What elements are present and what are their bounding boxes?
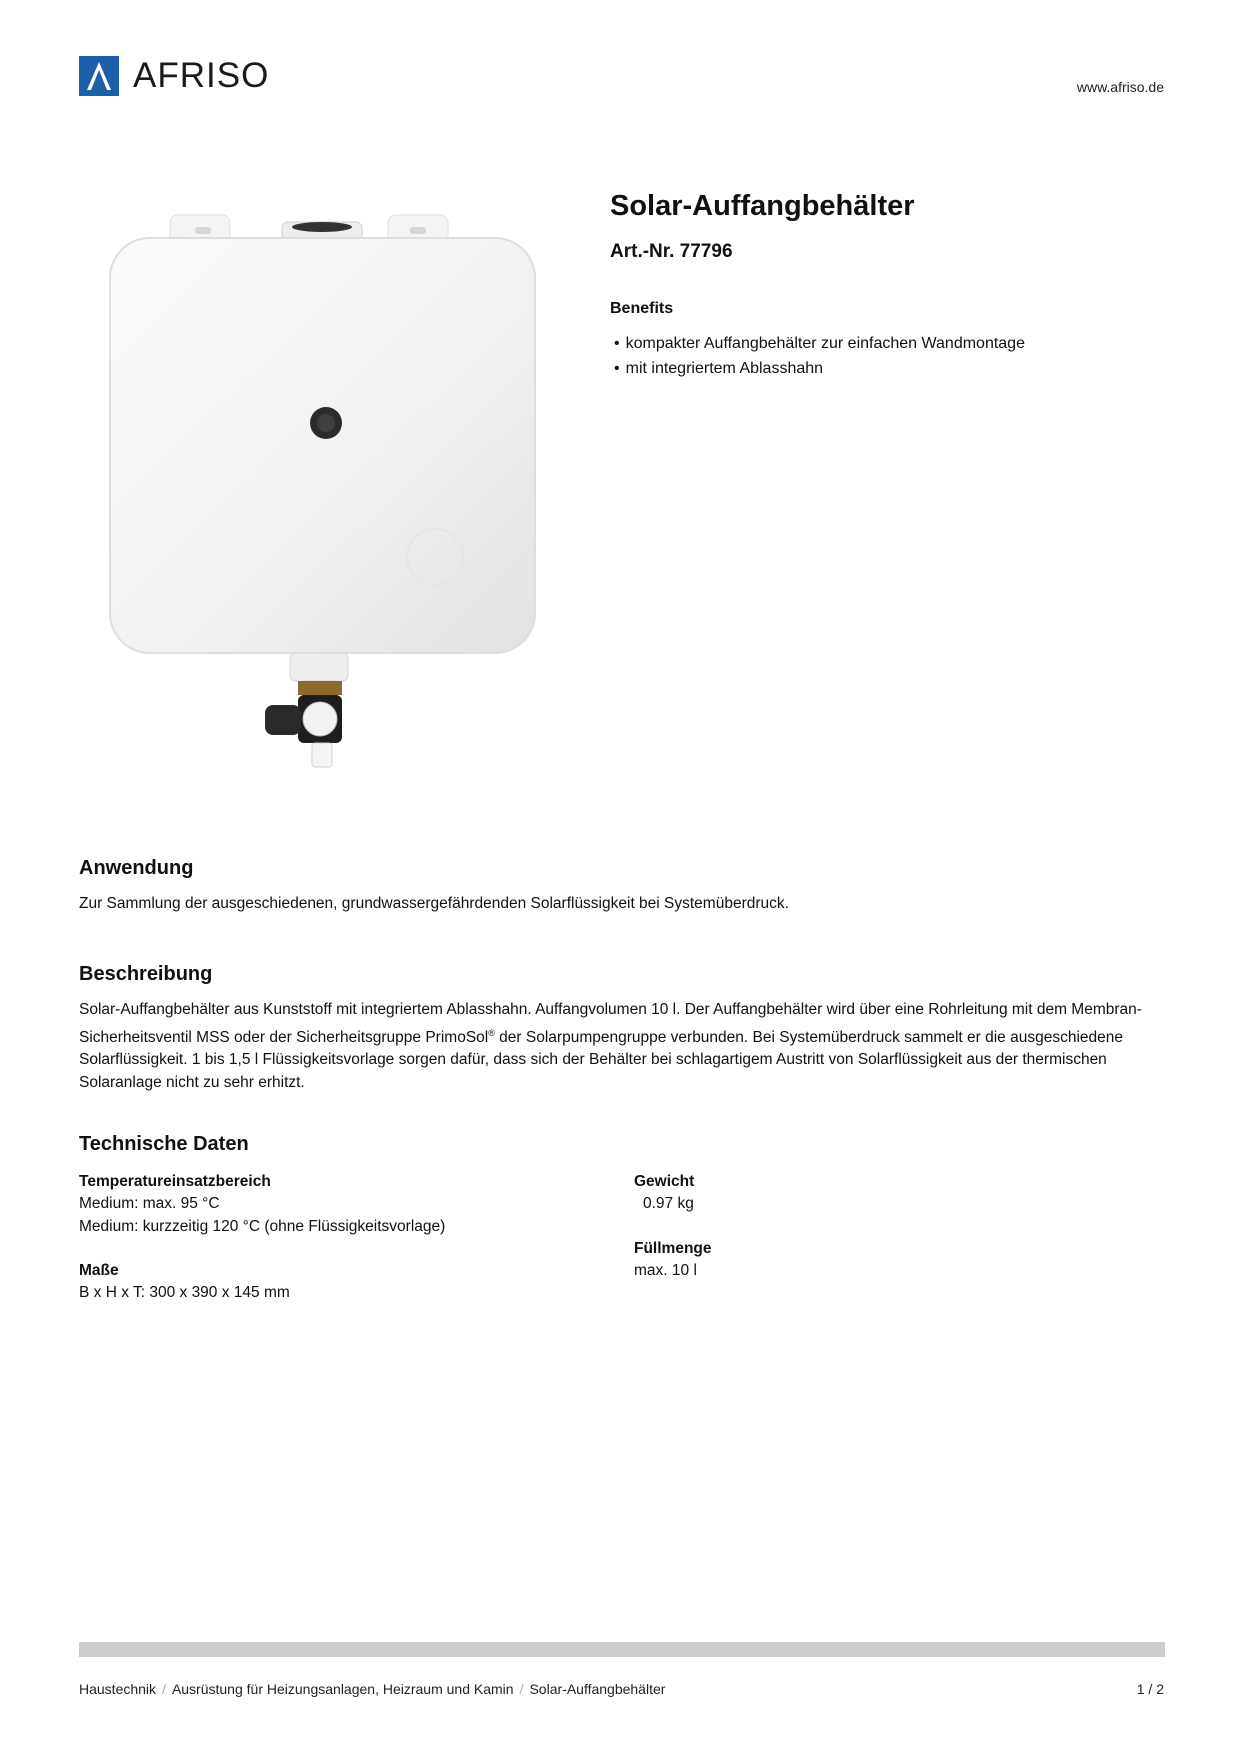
anwendung-text: Zur Sammlung der ausgeschiedenen, grundwassergefährdenden Solarflüssigkeit bei Systemüberdruck. [79,895,789,912]
afriso-logo-icon [79,56,119,96]
beschreibung-text [79,999,1169,1094]
website-link[interactable]: www.afriso.de [1076,79,1164,95]
breadcrumb-item[interactable]: Ausrüstung für Heizungsanlagen, Heizraum und Kamin [171,1681,514,1697]
tech-col-right [634,1171,1154,1282]
temperatur-value: Medium: kurzzeitig 120 °C (ohne Flüssigkeitsvorlage) [79,1217,446,1235]
breadcrumb [79,1681,665,1697]
benefit-item: • mit integriertem Ablasshahn [614,356,1025,381]
temperatur-value: Medium: max. 95 °C [79,1195,220,1212]
brand-logo[interactable] [79,56,269,96]
product-image [100,205,560,775]
gewicht-label: Gewicht [634,1173,695,1190]
beschreibung-text-part1: Solar-Auffangbehälter aus Kunststoff mit integriertem Ablasshahn. Auffangvolumen 10 l. Der Auffangbehälter wird über eine Rohrleitung mit dem Membran-Sicherheitsventil MSS oder der Sicherheitsgruppe PrimoSol [79,1001,1142,1046]
registered-mark: ® [488,1027,495,1038]
beschreibung-text-part2: der Solarpumpengruppe verbunden. Bei Systemüberdruck sammelt er die ausgeschiedene Solarflüssigkeit. 1 bis 1,5 l Flüssigkeitsvorlage sorgen dafür, dass sich der Behälter bei schlagartigem Austritt von Solarflüssigkeit aus der thermischen Solaranlage nicht zu sehr erhitzt. [79,1028,1123,1091]
breadcrumb-item[interactable]: Solar-Auffangbehälter [529,1681,666,1697]
breadcrumb-separator: / [519,1681,524,1697]
temperatur-label: Temperatureinsatzbereich [79,1173,271,1190]
breadcrumb-separator: / [162,1681,166,1697]
benefit-item: • kompakter Auffangbehälter zur einfachen Wandmontage [614,331,1025,356]
technische-daten-heading: Technische Daten [79,1133,249,1155]
article-number: Art.-Nr. 77796 [610,241,733,262]
breadcrumb-item[interactable]: Haustechnik [79,1681,157,1697]
masse-label: Maße [79,1262,119,1280]
anwendung-heading: Anwendung [79,857,194,879]
fuellmenge-value: max. 10 l [634,1261,697,1279]
benefits-heading: Benefits [610,300,674,317]
fuellmenge-label: Füllmenge [634,1239,712,1257]
footer-bar [79,1642,1165,1657]
tech-col-left [79,1171,599,1305]
beschreibung-heading: Beschreibung [79,963,213,985]
product-title: Solar-Auffangbehälter [610,190,915,222]
masse-value: B x H x T: 300 x 390 x 145 mm [79,1284,290,1302]
gewicht-value: 0.97 kg [643,1195,694,1212]
brand-name: AFRISO [133,56,270,95]
page-number: 1 / 2 [1136,1681,1164,1697]
benefits-list [614,331,1025,381]
